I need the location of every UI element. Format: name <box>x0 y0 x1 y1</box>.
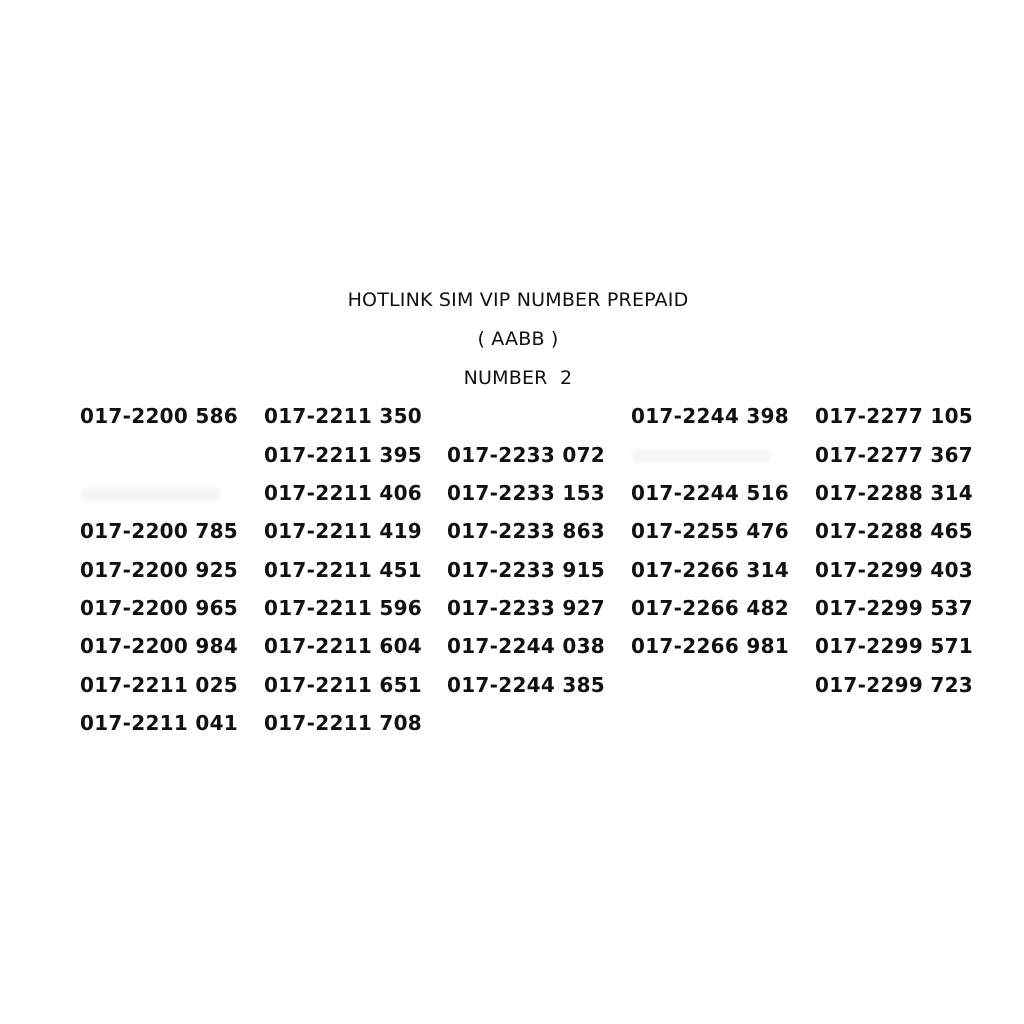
phone-number: 017-2211 596 <box>264 596 423 620</box>
phone-number: 017-2288 465 <box>815 519 974 543</box>
phone-number: 017-2233 915 <box>447 558 606 582</box>
phone-number: 017-2244 038 <box>447 634 606 658</box>
page-subtitle: ( AABB ) <box>477 328 559 350</box>
phone-number: 017-2255 476 <box>631 519 790 543</box>
phone-number: 017-2266 981 <box>631 634 790 658</box>
phone-number: 017-2211 350 <box>264 404 423 428</box>
phone-number: 017-2211 025 <box>80 673 239 697</box>
phone-number: 017-2211 651 <box>264 673 423 697</box>
phone-number: 017-2211 604 <box>264 634 423 658</box>
phone-number: 017-2200 984 <box>80 634 239 658</box>
phone-number: 017-2299 537 <box>815 596 974 620</box>
number-label: NUMBER 2 <box>463 367 573 389</box>
phone-number: 017-2211 406 <box>264 481 423 505</box>
phone-number: 017-2266 314 <box>631 558 790 582</box>
blurred-number <box>80 487 220 501</box>
phone-number: 017-2211 708 <box>264 711 423 735</box>
phone-number: 017-2211 041 <box>80 711 239 735</box>
phone-number: 017-2299 571 <box>815 634 974 658</box>
blurred-number <box>631 449 771 463</box>
phone-number: 017-2244 385 <box>447 673 606 697</box>
phone-number: 017-2266 482 <box>631 596 790 620</box>
phone-number: 017-2200 785 <box>80 519 239 543</box>
phone-number: 017-2233 153 <box>447 481 606 505</box>
phone-number: 017-2233 072 <box>447 443 606 467</box>
phone-number: 017-2211 419 <box>264 519 423 543</box>
phone-number: 017-2244 516 <box>631 481 790 505</box>
phone-number: 017-2233 863 <box>447 519 606 543</box>
phone-number: 017-2200 586 <box>80 404 239 428</box>
phone-number: 017-2233 927 <box>447 596 606 620</box>
phone-number: 017-2277 105 <box>815 404 974 428</box>
phone-number: 017-2211 395 <box>264 443 423 467</box>
phone-number: 017-2200 965 <box>80 596 239 620</box>
phone-number: 017-2299 403 <box>815 558 974 582</box>
phone-number: 017-2200 925 <box>80 558 239 582</box>
phone-number: 017-2211 451 <box>264 558 423 582</box>
phone-number: 017-2288 314 <box>815 481 974 505</box>
phone-number: 017-2299 723 <box>815 673 974 697</box>
page-title: HOTLINK SIM VIP NUMBER PREPAID <box>347 289 689 311</box>
phone-number: 017-2244 398 <box>631 404 790 428</box>
phone-number: 017-2277 367 <box>815 443 974 467</box>
